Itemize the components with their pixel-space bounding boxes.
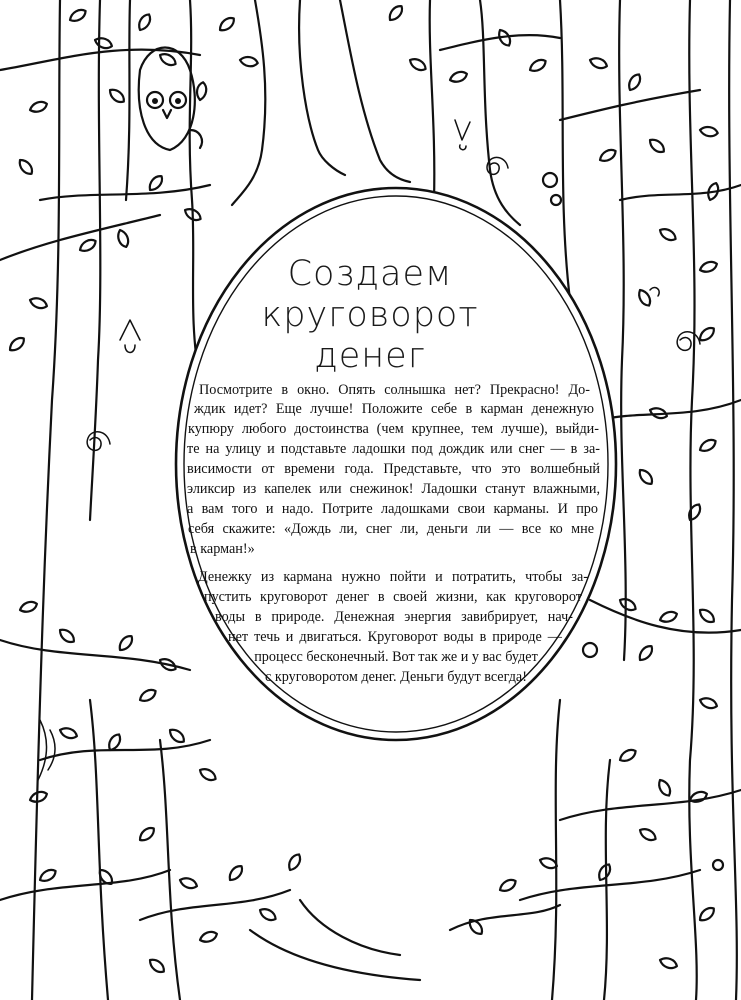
page-title <box>220 254 520 377</box>
paragraph-2-line: пустить круговорот денег в своей жизни, как круговорот <box>204 589 582 605</box>
paragraph-1-line: а вам того и надо. Потрите ладошками свои карманы. И про <box>187 501 598 517</box>
paragraph-1-line: в карман!» <box>190 541 255 557</box>
paragraph-1-line: висимости от времени года. Представьте, что это волшебный <box>187 461 600 477</box>
paragraph-2-line: нет течь и двигаться. Круговорот воды в природе — <box>228 629 562 645</box>
paragraph-2-line: с круговоротом денег. Деньги будут всегда! <box>265 669 527 685</box>
paragraph-1-line: Посмотрите в окно. Опять солнышка нет? Прекрасно! До- <box>199 382 590 398</box>
paragraph-1-line: эликсир из капелек или снежинок! Ладошки станут влажными, <box>187 481 600 497</box>
owl-drawing <box>139 48 202 151</box>
title-line: круговорот <box>261 295 479 335</box>
paragraph-1-line: ждик идет? Еще лучше! Положите себе в карман денежную <box>194 401 594 417</box>
paragraph-1-line: те на улицу и подставьте ладошки под дождик или снег — в за- <box>187 441 600 457</box>
title-line: Создаем <box>287 254 453 294</box>
paragraph-2-line: Денежку из кармана нужно пойти и потратить, чтобы за- <box>198 569 588 585</box>
title-line: денег <box>314 336 426 376</box>
paragraph-1-line: купюру любого достоинства (чем крупнее, тем лучше), выйди- <box>188 421 599 437</box>
paragraph-1-line: себя скажите: «Дождь ли, снег ли, деньги ли — все ко мне <box>188 521 594 537</box>
paragraph-2-line: процесс бесконечный. Вот так же и у вас будет <box>254 649 538 665</box>
paragraph-2-line: воды в природе. Денежная энергия завибрирует, нач- <box>215 609 573 625</box>
